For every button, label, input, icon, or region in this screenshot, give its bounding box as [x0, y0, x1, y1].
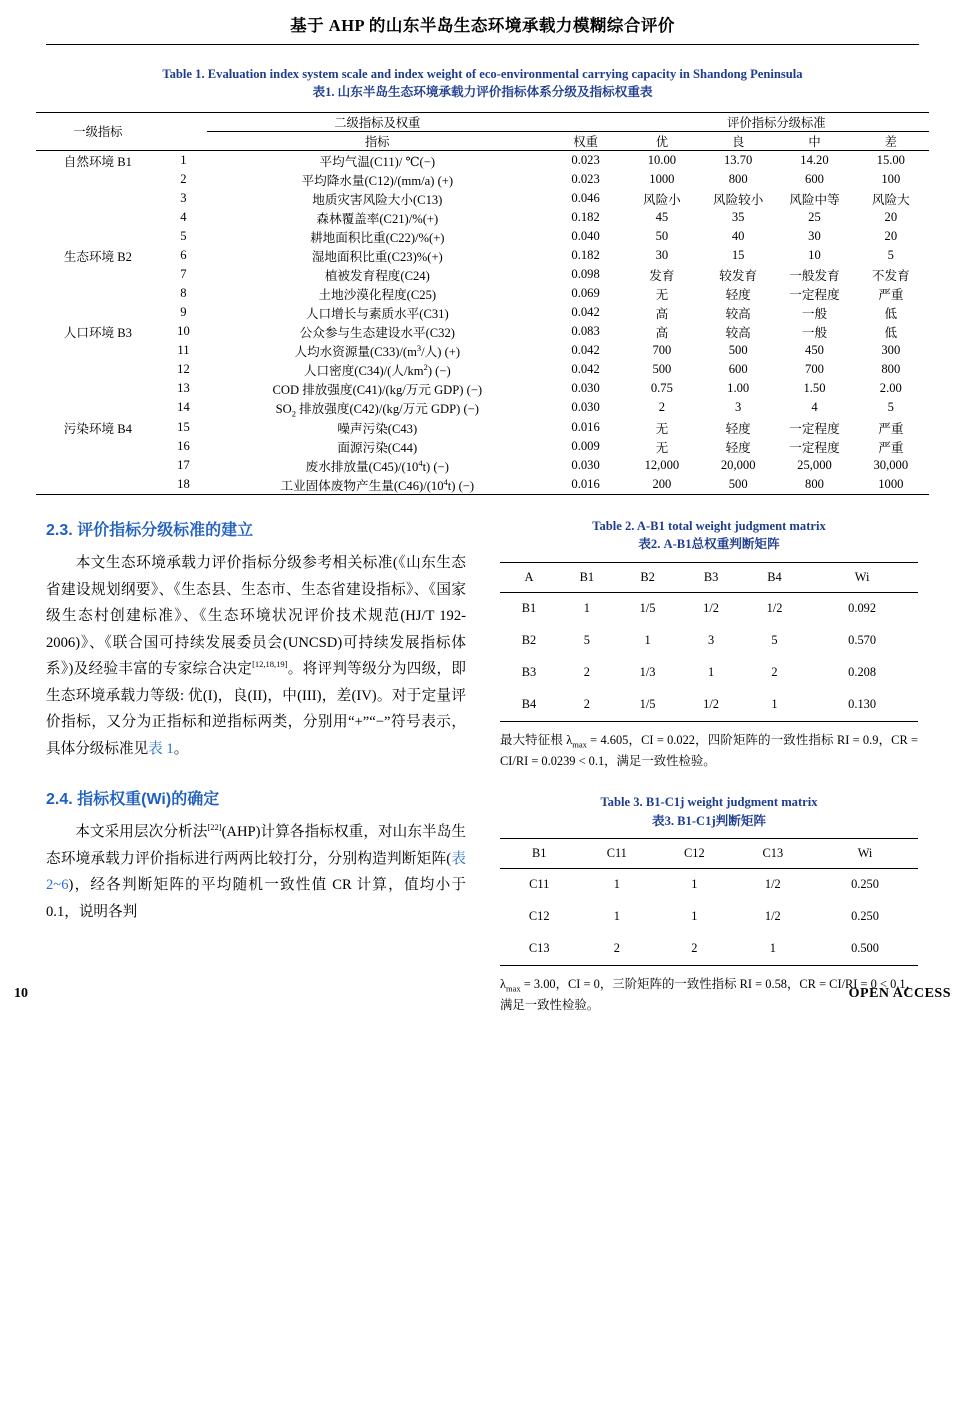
table2-cell: 1/2: [703, 601, 719, 616]
table1-poor-cell: 低: [884, 325, 898, 340]
table1-good-cell: 轻度: [725, 422, 751, 437]
table3-cell: 1: [691, 877, 698, 892]
table1-excellent-cell: 2: [658, 400, 666, 415]
table1-good-cell: 较高: [725, 306, 751, 321]
table1-poor-cell: 1000: [853, 475, 929, 495]
table1-header-excellent: 优: [655, 134, 669, 149]
table-row: [36, 170, 929, 189]
table1-header-index: 指标: [364, 134, 390, 149]
table1-level1-cell: [36, 303, 160, 322]
table-row: [500, 657, 918, 689]
table2-header-cell: Wi: [806, 562, 918, 592]
table1-level1-cell: [36, 360, 160, 379]
table1-good-cell: 1.00: [727, 380, 750, 395]
table1-poor-cell: 2.00: [879, 380, 902, 395]
table1-medium-cell: 1.50: [803, 380, 826, 395]
table2-cell: B3: [521, 665, 537, 680]
table2-cell: B1: [521, 601, 537, 616]
table-row: [36, 475, 929, 495]
table1-no-cell: 15: [177, 420, 190, 435]
section-2-4-paragraph: [46, 819, 466, 925]
table1-level1-cell: [36, 170, 160, 189]
table1-header-level2-weight-span: [547, 112, 623, 131]
table1-level1-cell: 人口环境 B3: [63, 325, 132, 340]
table1-level1-cell: [36, 189, 160, 208]
table2-caption-cn: 表2. A-B1总权重判断矩阵: [638, 537, 780, 552]
table1-medium-cell: 450: [805, 342, 824, 357]
section-2-4-title: 2.4. 指标权重(Wi)的确定: [46, 791, 220, 809]
page-number: 10: [14, 985, 28, 1001]
table1-weight-cell: 0.042: [571, 361, 600, 376]
table1-no-cell: 6: [180, 247, 187, 262]
table1-medium-cell: 600: [805, 171, 824, 186]
table1-no-cell: 5: [180, 228, 187, 243]
table1-poor-cell: 5: [887, 400, 894, 415]
table1-excellent-cell: 风险小: [642, 192, 681, 207]
table1-poor-cell: 20: [884, 228, 898, 243]
table-row: [36, 246, 929, 265]
table3-cell: 1/2: [764, 909, 781, 924]
table2-cell: B2: [521, 633, 537, 648]
table3-cell: 1: [613, 909, 620, 924]
table1-weight-cell: 0.182: [571, 247, 600, 262]
table2-cell: 0.130: [806, 689, 918, 722]
table1-weight-cell: 0.023: [547, 150, 623, 170]
table1-poor-cell: 300: [881, 342, 901, 357]
table3: [500, 838, 918, 966]
table1-good-cell: 13.70: [700, 150, 776, 170]
table-row: [36, 150, 929, 170]
table1-header-poor: 差: [884, 134, 897, 149]
lower-two-column: [46, 517, 919, 1016]
table1-index-cell: 人口增长与素质水平(C31): [305, 306, 449, 321]
table1-header-level2: 二级指标及权重: [207, 112, 547, 131]
table1-poor-cell: 15.00: [853, 150, 929, 170]
table1-medium-cell: 一定程度: [789, 287, 840, 302]
table1-weight-cell: 0.040: [571, 228, 600, 243]
page-footer: [0, 986, 965, 1002]
table1-no-cell: 10: [177, 323, 190, 338]
table1-level1-cell: [36, 379, 160, 398]
table1-poor-cell: 严重: [878, 441, 904, 456]
table1-weight-cell: 0.030: [571, 458, 600, 473]
table1-no-cell: 16: [177, 439, 190, 454]
table1-good-cell: 20,000: [720, 458, 756, 473]
table1: [36, 112, 929, 496]
table-row: [500, 592, 918, 625]
table3-header-cell: C12: [655, 838, 733, 868]
table2-cell: 2: [583, 665, 590, 680]
table3-cell: C12: [528, 909, 550, 924]
table3-cell: C11: [529, 877, 550, 892]
table2-cell: 1/3: [639, 665, 656, 680]
table1-weight-cell: 0.030: [571, 400, 600, 415]
table1-good-cell: 风险较小: [712, 192, 764, 207]
table2-header-cell: B1: [558, 562, 616, 592]
table1-good-cell: 轻度: [725, 287, 751, 302]
table1-level1-cell: 自然环境 B1: [36, 150, 160, 170]
table3-note: $\lambda_{max} = 3.00$，CI = 0，三阶矩阵的一致性指标 RI = 0.58，CR = CI/RI = 0 < 0.1，满足一致性检验。: [500, 976, 918, 1012]
table1-medium-cell: 一定程度: [789, 441, 840, 456]
table1-index-cell: $SO_2$ 排放强度(C42)/(kg/万元 GDP) (−): [275, 401, 479, 419]
table2-cell: 1: [583, 601, 590, 616]
table1-poor-cell: 风险大: [871, 192, 910, 207]
table1-no-cell: 2: [180, 171, 187, 186]
table3-header-cell: C11: [578, 838, 655, 868]
table1-excellent-cell: 0.75: [650, 380, 673, 395]
table3-cell: C13: [500, 933, 578, 966]
table1-poor-cell: 严重: [878, 422, 904, 437]
table1-weight-cell: 0.069: [571, 285, 600, 300]
table1-medium-cell: 14.20: [776, 150, 852, 170]
table1-excellent-cell: 50: [655, 228, 669, 243]
table1-good-cell: 40: [731, 228, 745, 243]
table1-level1-cell: 生态环境 B2: [63, 249, 132, 264]
table1-no-cell: 4: [180, 209, 187, 224]
table3-header-cell: B1: [500, 838, 578, 868]
table-row: [36, 227, 929, 246]
table1-medium-cell: 一般发育: [789, 268, 840, 283]
table1-medium-cell: 25,000: [797, 458, 832, 473]
table-row: [500, 689, 918, 722]
left-column: [46, 517, 466, 1016]
table1-good-cell: 800: [728, 171, 748, 186]
table1-poor-cell: 100: [881, 171, 901, 186]
table1-weight-cell: 0.009: [571, 439, 600, 454]
table2-cell: 1/2: [679, 689, 742, 722]
table1-weight-cell: 0.182: [571, 209, 600, 224]
table1-excellent-cell: 发育: [649, 268, 675, 283]
table1-excellent-cell: 1000: [649, 171, 675, 186]
table1-level1-cell: [36, 341, 160, 360]
table2-cell: 1: [644, 633, 651, 648]
table1-excellent-cell: 无: [655, 441, 669, 456]
table-row: [36, 360, 929, 379]
table3-header-row: [500, 838, 918, 868]
table2-cell: 0.092: [848, 601, 877, 616]
table1-caption-cn-label: 表1.: [312, 85, 335, 100]
table1-good-cell: 35: [731, 209, 745, 224]
table2-note: 最大特征根 $\lambda_{max} = 4.605$，CI = 0.022，四阶矩阵的一致性指标 RI = 0.9，CR = CI/RI = 0.0239 < 0.1，满足一致性检验。: [500, 732, 918, 768]
table2-cell: 3: [707, 633, 715, 648]
table1-medium-cell: 4: [811, 400, 818, 415]
table-row: [36, 322, 929, 341]
table3-cell: 1: [613, 877, 620, 892]
table1-weight-cell: 0.042: [571, 304, 600, 319]
table3-cell: 2: [578, 933, 655, 966]
table1-level1-cell: [36, 475, 160, 495]
table1-excellent-cell: 200: [624, 475, 700, 495]
table-row: [36, 456, 929, 475]
table1-weight-cell: 0.016: [547, 475, 623, 495]
table1-index-cell: 人均水资源量$(C33)/(m^3/$人) (+): [294, 342, 461, 359]
table1-index-cell: COD 排放强度(C41)/(kg/万元 GDP) (−): [272, 382, 483, 397]
table-row: [36, 379, 929, 398]
table-row: [36, 398, 929, 419]
table-row: [36, 418, 929, 437]
table2-cell: B4: [500, 689, 558, 722]
table2-caption: [500, 517, 918, 554]
table2-cell: 1/5: [639, 601, 656, 616]
table2-cell: 1/2: [766, 601, 783, 616]
table1-no-cell: 14: [177, 400, 190, 415]
right-column: [500, 517, 918, 1016]
table1-good-cell: 600: [728, 361, 748, 376]
running-head: 基于 AHP 的山东半岛生态环境承载力模糊综合评价: [290, 16, 675, 35]
table1-header-weight: 权重: [573, 134, 598, 149]
table1-excellent-cell: 700: [652, 342, 672, 357]
table1-header-good: 良: [732, 134, 745, 149]
table1-index-cell: 废水排放量$(C45)/(10^4t)$ (−): [305, 457, 449, 475]
table1-no-cell: 18: [160, 475, 207, 495]
table1-excellent-cell: 12,000: [644, 458, 680, 473]
table1-excellent-cell: 10.00: [624, 150, 700, 170]
table1-level1-cell: [36, 227, 160, 246]
table1-header-grading: 评价指标分级标准: [624, 112, 929, 131]
section-2-3-title: 2.3. 评价指标分级标准的建立: [46, 522, 254, 540]
table3-cell: 1: [691, 909, 698, 924]
table1-caption-en: Table 1. Evaluation index system scale and index weight of eco-environmental carrying capacity in Shandong Peninsula: [162, 67, 803, 81]
section-2-4-text-a: 本文采用层次分析法[22](AHP)计算各指标权重，对山东半岛生态环境承载力评价指标进行两两比较打分，分别构造判断矩阵(: [46, 822, 466, 867]
table1-level1-cell: [36, 398, 160, 419]
table1-excellent-cell: 30: [655, 247, 669, 262]
table1-no-cell: 11: [177, 342, 190, 357]
table1-poor-cell: 低: [884, 306, 898, 321]
table2-header-cell: B3: [679, 562, 742, 592]
table1-medium-cell: 一定程度: [789, 422, 840, 437]
table1-medium-cell: 风险中等: [789, 192, 840, 207]
table1-header-sub: [36, 131, 929, 150]
table1-caption-cn-text: 山东半岛生态环境承载力评价指标体系分级及指标权重表: [337, 85, 653, 100]
section-2-3-text-tail: 。: [173, 740, 189, 757]
table-row: [500, 625, 918, 657]
table1-poor-cell: 5: [887, 247, 894, 262]
table2: [500, 562, 918, 722]
table1-index-cell: 耕地面积比重(C22)/%(+): [310, 230, 445, 245]
table1-header-level1: 一级指标: [36, 112, 160, 150]
table1-index-cell: 地质灾害风险大小(C13): [312, 192, 443, 207]
table2-cell: 1: [743, 689, 806, 722]
table1-index-cell: 公众参与生态建设水平(C32): [299, 325, 455, 340]
table2-caption-en: Table 2. A-B1 total weight judgment matrix: [592, 519, 826, 534]
table3-header-cell: C13: [734, 838, 812, 868]
table1-no-cell: 17: [177, 458, 190, 473]
table-row: [36, 303, 929, 322]
table2-header-cell: A: [500, 562, 558, 592]
table3-cell: 2: [655, 933, 733, 966]
table1-good-cell: 3: [735, 400, 742, 415]
table1-index-cell: 人口密度(C34)/(人$/km^2$) (−): [303, 361, 451, 378]
table-row: [36, 284, 929, 303]
table2-cell: 0.570: [848, 633, 877, 648]
table1-header-group: [36, 112, 929, 131]
table1-good-cell: 15: [731, 247, 745, 262]
table2-cell: 1: [707, 665, 715, 680]
table1-level1-cell: [36, 284, 160, 303]
table-row: [500, 933, 918, 966]
table2-cell: 2: [771, 665, 778, 680]
table1-weight-cell: 0.016: [571, 420, 600, 435]
table1-caption-cn: [0, 83, 965, 101]
table1-index-cell: 工业固体废物产生量$(C46)/(10^4t)$ (−): [207, 475, 547, 495]
section-2-3-text: 本文生态环境承载力评价指标分级参考相关标准(《山东生态省建设规划纲要》、《生态县、生态市、生态省建设指标》、《国家级生态村创建标准》、《生态环境状况评价技术规范(HJ/T 192-2006)》、《联合国可持续发展委员会(UNCSD)可持续发展指标体系》)及经验丰富的专家综合决定[12,18,19]。将评判等级分为四级，即生态环境承载力等级: 优(I)，良(II)，中(III)，差(IV)。对于定量评价指标，又分为正指标和逆指标两类，分别用“+”“−”符号表示，具体分级标准见: [46, 555, 466, 757]
table1-no-cell: 1: [160, 150, 207, 170]
table1-weight-cell: 0.098: [571, 266, 600, 281]
table3-header-cell: Wi: [812, 838, 918, 868]
table2-header-cell: B4: [743, 562, 806, 592]
table-row: [36, 208, 929, 227]
table1-header-no: [160, 131, 207, 150]
table1-good-cell: 较发育: [719, 268, 758, 283]
table1-weight-cell: 0.023: [571, 171, 600, 186]
table1-level1-cell: 污染环境 B4: [63, 422, 132, 437]
table2-cell: 5: [771, 633, 778, 648]
table1-excellent-cell: 高: [655, 325, 669, 340]
table1-excellent-cell: 45: [655, 209, 669, 224]
table1-poor-cell: 20: [884, 209, 898, 224]
table1-poor-cell: 严重: [878, 287, 904, 302]
table1-medium-cell: 一般: [801, 325, 828, 340]
table1-level1-cell: [36, 208, 160, 227]
table1-reference-link[interactable]: 表 1: [148, 740, 174, 757]
table3-cell: 1: [734, 933, 812, 966]
table1-weight-cell: 0.030: [571, 380, 600, 395]
header-rule: [46, 44, 919, 45]
table1-excellent-cell: 无: [655, 422, 669, 437]
table-row: [36, 189, 929, 208]
table3-caption: [500, 793, 918, 830]
open-access-label: OPEN ACCESS: [848, 985, 951, 1001]
table1-weight-cell: 0.083: [571, 323, 600, 338]
table1-no-cell: 13: [177, 380, 190, 395]
table1-weight-cell: 0.042: [571, 342, 600, 357]
table1-weight-cell: 0.046: [571, 190, 600, 205]
table1-medium-cell: 一般: [801, 306, 828, 321]
table3-cell: 0.250: [851, 909, 879, 924]
table1-medium-cell: 700: [805, 361, 824, 376]
table1-header-spacer: [160, 112, 207, 131]
table-row: [36, 265, 929, 284]
table1-good-cell: 轻度: [725, 441, 751, 456]
table3-cell: 0.250: [851, 877, 879, 892]
table-row: [500, 901, 918, 933]
table1-level1-cell: [36, 265, 160, 284]
table1-poor-cell: 不发育: [871, 268, 910, 283]
table-row: [500, 868, 918, 901]
table3-cell: 0.500: [812, 933, 918, 966]
table1-index-cell: 湿地面积比重(C23)%(+): [311, 249, 443, 264]
table1-poor-cell: 800: [881, 361, 901, 376]
table1-no-cell: 7: [180, 266, 187, 281]
table1-index-cell: 噪声污染(C43): [337, 422, 418, 437]
table3-caption-cn: 表3. B1-C1j判断矩阵: [651, 813, 767, 828]
table1-index-cell: 面源污染(C44): [337, 441, 418, 456]
table1-no-cell: 3: [180, 190, 187, 205]
table1-medium-cell: 800: [776, 475, 852, 495]
table1-index-cell: 土地沙漠化程度(C25): [318, 287, 437, 302]
table1-medium-cell: 25: [808, 209, 821, 224]
table2-cell: 1/5: [616, 689, 679, 722]
table1-medium-cell: 30: [808, 228, 821, 243]
table1-no-cell: 8: [180, 285, 187, 300]
table1-index-cell: 植被发育程度(C24): [324, 268, 430, 283]
table1-header-medium: 中: [808, 134, 821, 149]
table1-excellent-cell: 无: [655, 287, 669, 302]
section-2-3-paragraph: [46, 550, 466, 762]
table-row: [36, 437, 929, 456]
table-row: [36, 341, 929, 360]
table1-no-cell: 9: [180, 304, 187, 319]
table2-header-cell: B2: [616, 562, 679, 592]
table1-index-cell: 平均气温(C11)/ ℃(−): [207, 150, 547, 170]
table2-header-row: [500, 562, 918, 592]
table3-caption-en: Table 3. B1-C1j weight judgment matrix: [600, 795, 818, 810]
table1-index-cell: 平均降水量(C12)/(mm/a) (+): [301, 173, 454, 188]
section-2-4-text-b: )，经各判断矩阵的平均随机一致性值 CR 计算，值均小于 0.1，说明各判: [46, 877, 466, 921]
table1-level1-cell: [36, 437, 160, 456]
table1-index-cell: 森林覆盖率(C21)/%(+): [316, 211, 439, 226]
table3-cell: 1/2: [764, 877, 781, 892]
table1-good-cell: 500: [728, 342, 748, 357]
table1-excellent-cell: 高: [655, 306, 669, 321]
table2-cell: 0.208: [848, 665, 877, 680]
table1-caption: [0, 65, 965, 102]
table1-level1-cell: [36, 456, 160, 475]
table1-medium-cell: 10: [808, 247, 821, 262]
table2-cell: 2: [558, 689, 616, 722]
table1-no-cell: 12: [177, 361, 190, 376]
table1-good-cell: 较高: [725, 325, 751, 340]
tables-reference-link[interactable]: 表 2~6: [46, 850, 466, 894]
table2-cell: 5: [583, 633, 590, 648]
table1-good-cell: 500: [700, 475, 776, 495]
table1-poor-cell: 30,000: [873, 458, 909, 473]
table1-excellent-cell: 500: [652, 361, 672, 376]
